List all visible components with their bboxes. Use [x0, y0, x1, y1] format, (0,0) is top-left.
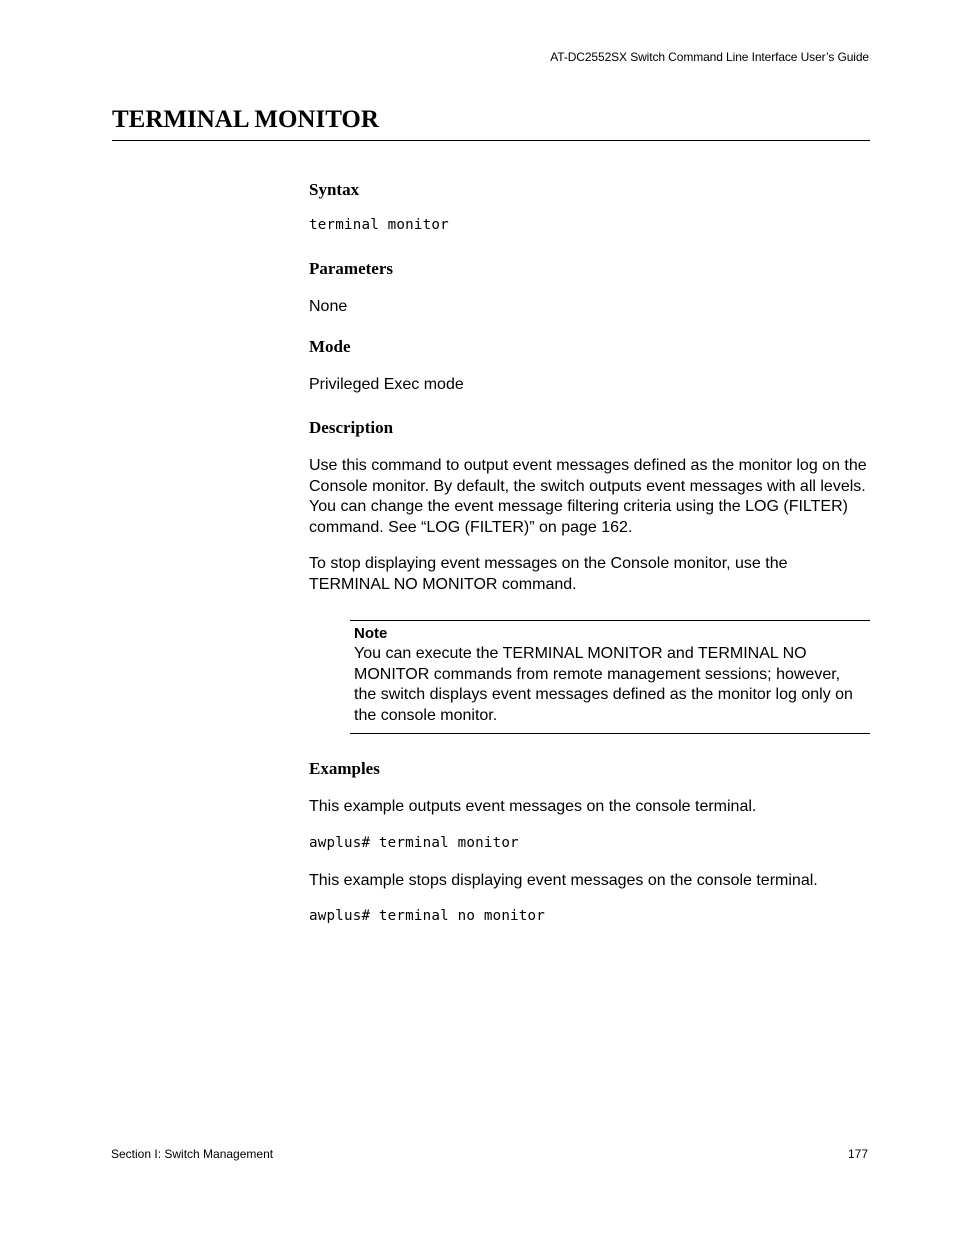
running-header: AT-DC2552SX Switch Command Line Interface User’s Guide [550, 50, 869, 64]
example-2-text: This example stops displaying event messages on the console terminal. [309, 872, 818, 889]
note-box [350, 620, 870, 734]
page-title: TERMINAL MONITOR [112, 106, 379, 133]
mode-heading: Mode [309, 337, 351, 356]
example-1-text: This example outputs event messages on the console terminal. [309, 798, 757, 815]
examples-heading: Examples [309, 759, 380, 778]
page-number: 177 [847, 1147, 868, 1161]
mode-text: Privileged Exec mode [309, 376, 464, 393]
parameters-heading: Parameters [309, 259, 394, 278]
note-text: You can execute the TERMINAL MONITOR and TERMINAL NO MONITOR commands from remote management sessions; however, the switch displays event messages defined as the monitor log only on the console monitor. [354, 645, 853, 724]
description-paragraph-2: To stop displaying event messages on the Console monitor, use the TERMINAL NO MONITOR command. [309, 555, 788, 593]
example-2-code: awplus# terminal no monitor [309, 908, 546, 924]
description-heading: Description [309, 418, 394, 437]
title-divider [112, 140, 870, 141]
note-label: Note [354, 625, 388, 642]
syntax-heading: Syntax [309, 180, 360, 199]
parameters-text: None [309, 298, 348, 315]
example-1-code: awplus# terminal monitor [309, 835, 519, 851]
syntax-command: terminal monitor [309, 217, 449, 233]
description-paragraph-1: Use this command to output event messages defined as the monitor log on the Console monitor. By default, the switch outputs event messages with all levels. You can change the event message filtering criteria using the LOG (FILTER) command. See “LOG (FILTER)” on page 162. [309, 457, 867, 536]
footer-section: Section I: Switch Management [111, 1147, 274, 1161]
